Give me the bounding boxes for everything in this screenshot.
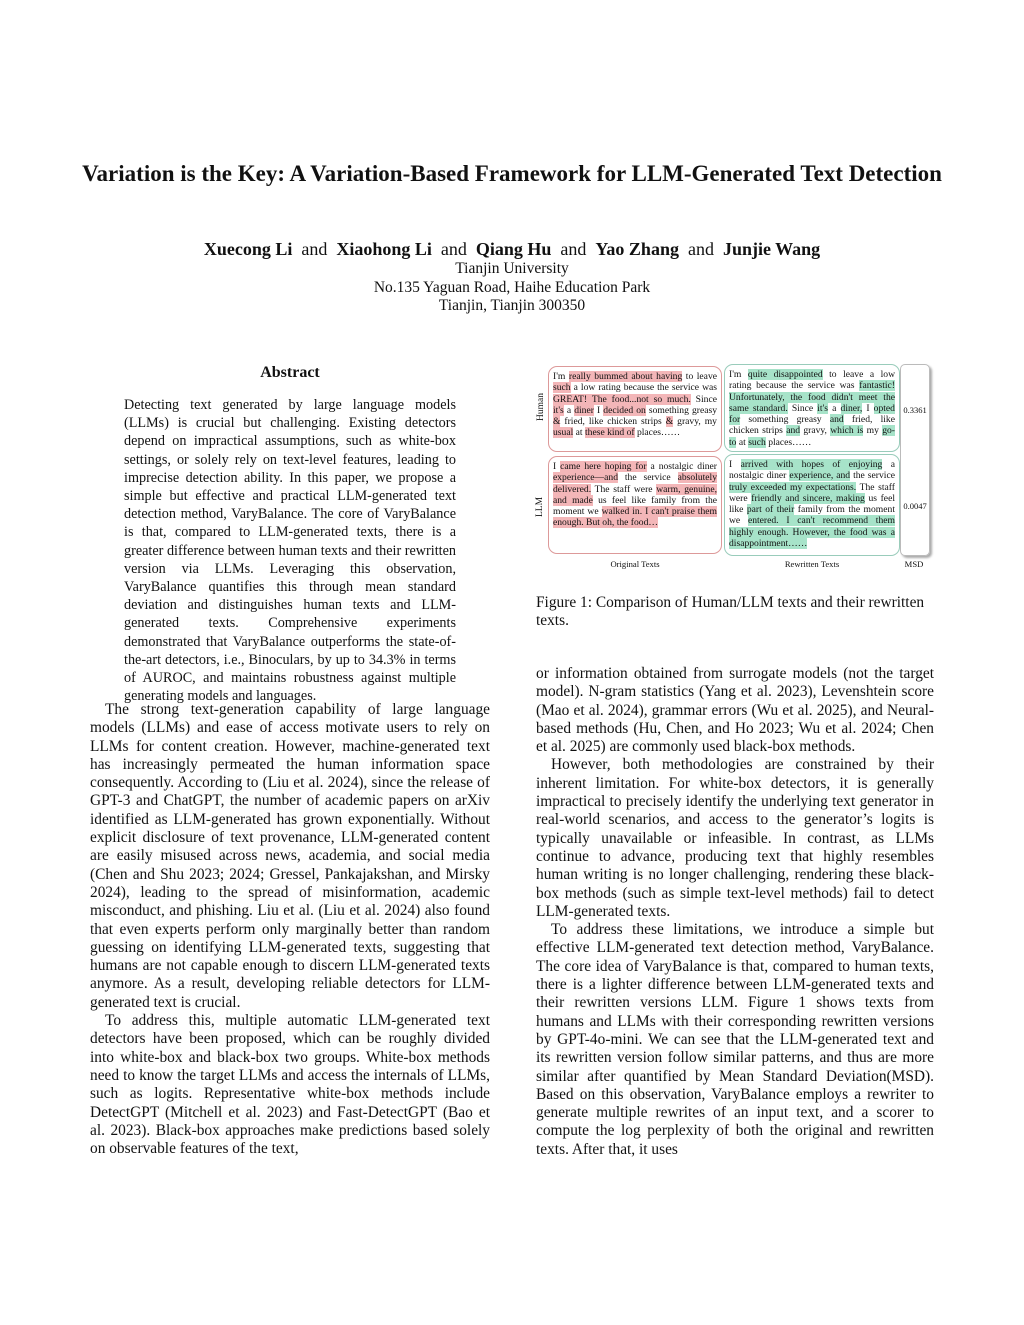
author-name: Xiaohong Li <box>336 239 432 259</box>
text-span: gravy, <box>800 425 831 437</box>
highlighted-span: such <box>748 436 766 448</box>
text-span: a <box>828 402 841 414</box>
highlighted-span: quite disappointed <box>747 369 823 380</box>
text-span: I'm <box>729 369 748 380</box>
body-paragraph: To address this, multiple automatic LLM-generated text detectors have been proposed, which can be roughly divided into white-box and black-box two groups. White-box methods need to know the target LLMs and access the internals of LLMs, such as logits. Representative white-box methods include DetectGPT (Mitchell et al. 2023) and Fast-DetectGPT (Bao et al. 2023). Black-box approaches make predictions based solely on observable features of the text, <box>90 1012 490 1158</box>
text-span: a low rating because the service was <box>570 382 717 394</box>
body-paragraph: The strong text-generation capability of large language models (LLMs) and ease of access motivate users to rely on LLMs for content creation. However, machine-generated text has increasingly permeated the human information space consequently. According to (Liu et al. 2024), since the release of GPT-3 and ChatGPT, the number of academic papers on arXiv identified as LLM-generated has grown exponentially. Without explicit disclosure of text provenance, LLM-generated content are easily misused across news, academia, and social media (Chen and Shu 2023; 2024; Gressel, Pankajakshan, and Mirsky 2024), leading to the spread of misinformation, academic misconduct, and phishing. Liu et al. (Liu et al. 2024) also found that even experts perform only marginally better than random guessing on identifying LLM-generated texts, suggesting that humans are not capable enough to discern LLM-generated texts anymore. As a result, developing reliable detectors for LLM-generated text is crucial. <box>90 701 490 1011</box>
highlighted-span: which is <box>830 425 864 437</box>
figure-1 <box>534 362 934 572</box>
author-separator: and <box>440 239 467 259</box>
text-span: places…… <box>634 427 681 439</box>
col-label-rewritten: Rewritten Texts <box>784 559 840 569</box>
figure-caption: Figure 1: Comparison of Human/LLM texts and their rewritten texts. <box>536 594 925 630</box>
highlighted-span: such <box>553 382 571 394</box>
abstract-heading: Abstract <box>260 364 320 381</box>
text-span: at <box>736 436 749 448</box>
author-separator: and <box>560 239 587 259</box>
highlighted-span: part of their <box>746 504 795 516</box>
author-name: Qiang Hu <box>475 239 552 259</box>
text-span: to leave <box>682 371 717 382</box>
text-span: I <box>593 404 604 416</box>
text-span: my <box>863 425 883 437</box>
text-span: fried, like chicken strips <box>560 416 666 428</box>
text-span: something greasy <box>740 414 830 426</box>
msd-value-human: 0.3361 <box>903 405 927 415</box>
highlighted-span: opted for <box>729 402 895 426</box>
right-column <box>536 665 934 1159</box>
human-rewritten-text <box>724 364 900 452</box>
text-span: places…… <box>765 436 812 448</box>
col-label-original: Original Texts <box>610 559 660 569</box>
highlighted-span: and made <box>553 494 593 506</box>
text-span: I <box>729 459 741 470</box>
affiliation <box>200 260 824 316</box>
human-original-text <box>548 366 722 452</box>
text-span: a nostalgic diner <box>646 461 717 472</box>
author-separator: and <box>301 239 328 259</box>
row-label-llm: LLM <box>535 496 545 518</box>
highlighted-span: really bummed about having <box>568 371 683 382</box>
text-span: The staff were <box>729 481 895 504</box>
author-name: Yao Zhang <box>595 239 679 259</box>
text-span: gravy, my <box>673 416 717 428</box>
highlighted-span: it's <box>553 404 564 416</box>
text-span: family from the moment we <box>729 504 895 527</box>
row-label-human: Human <box>536 393 546 421</box>
highlighted-span: arrived with hopes of enjoying <box>740 459 883 470</box>
msd-panel <box>900 364 930 556</box>
affiliation-line: Tianjin, Tianjin 300350 <box>438 297 586 314</box>
highlighted-span: absolutely delivered. <box>553 472 717 495</box>
abstract-text: Detecting text generated by large language models (LLMs) is crucial but challenging. Existing detectors depend on impractical assumptions, such as white-box settings, or solely rely on text-level features, leading to imprecise detection ability. In this paper, we propose a simple but effective and practical LLM-generated text detection method, VaryBalance. The core of VaryBalance is that, compared to LLM-generated texts, there is a greater difference between human texts and their rewritten version via LLMs. Leveraging this observation, VaryBalance quantifies this through mean standard deviation and distinguishes human texts and LLM-generated texts. Comprehensive experiments demonstrated that VaryBalance outperforms the state-of-the-art detectors, i.e., Binoculars, by up to 34.3% in terms of AUROC, and maintains robustness against multiple generating models and languages. <box>124 397 456 705</box>
text-span: I'm <box>553 371 569 382</box>
text-span: I <box>553 461 561 472</box>
body-paragraph: or information obtained from surrogate models (not the target model). N-gram statistics (Yang et al. 2023), Levenshtein score (Mao et al. 2024), grammar errors (Wu et al. 2025), and Neural-based methods (Hu, Chen, and Ho 2023; Wu et al. 2024; Chen et al. 2025) are commonly used black-box methods. <box>536 665 934 756</box>
highlighted-span: diner <box>574 404 594 416</box>
left-column <box>90 701 490 1158</box>
author-name: Xuecong Li <box>203 239 293 259</box>
text-span: to leave a low rating because the service was <box>729 369 895 392</box>
highlighted-span: walked in. I can't praise them enough. But oh, the food… <box>553 506 717 529</box>
text-span: Since <box>787 402 818 414</box>
text-span: The staff were <box>591 483 657 495</box>
text-span: the service <box>618 472 678 484</box>
highlighted-span: usual <box>553 427 574 439</box>
highlighted-span: it's <box>817 402 829 414</box>
text-span: Since <box>690 393 717 405</box>
highlighted-span: came here hoping for <box>560 461 647 472</box>
highlighted-span: friendly and sincere, making <box>751 492 865 504</box>
highlighted-span: go-to <box>729 425 895 448</box>
highlighted-span: & <box>553 416 561 428</box>
text-span: something greasy <box>645 404 717 416</box>
llm-rewritten-text <box>724 454 900 556</box>
highlighted-span: GREAT! The food...not so much. <box>553 393 691 405</box>
highlighted-span: diner, <box>840 402 863 414</box>
highlighted-span: warm, genuine, <box>656 483 717 495</box>
text-span: at <box>573 427 585 439</box>
col-label-msd: MSD <box>904 559 924 569</box>
highlighted-span: and <box>786 425 801 437</box>
text-span: a nostalgic diner <box>729 459 895 482</box>
affiliation-line: Tianjin University <box>455 260 569 277</box>
body-paragraph: To address these limitations, we introduce a simple but effective LLM-generated text detection method, VaryBalance. The core idea of VaryBalance is that, compared to human texts, there is a lighter difference between LLM-generated texts and their rewritten versions LLM. Figure 1 shows texts from humans and LLMs with their corresponding rewritten versions by GPT-4o-mini. We can see that the LLM-generated text and its rewritten version follow similar patterns, and thus are more similar after quantified by Mean Standard Deviation(MSD). Based on this observation, VaryBalance employs a rewriter to generate multiple rewrites of an input text, and a scorer to compute the log perplexity of both the original and rewritten texts. After that, it uses <box>536 921 934 1158</box>
text-span: us feel like family from the moment we <box>553 494 717 518</box>
highlighted-span: and <box>829 414 844 426</box>
highlighted-span: these kind of <box>585 427 635 439</box>
affiliation-line: No.135 Yaguan Road, Haihe Education Park <box>373 278 651 296</box>
llm-original-text <box>548 456 722 554</box>
text-span: a <box>563 404 575 416</box>
highlighted-span: & <box>665 416 674 428</box>
msd-value-llm: 0.0047 <box>903 501 927 511</box>
author-separator: and <box>687 239 714 259</box>
text-span: I <box>862 402 874 414</box>
author-list <box>60 238 964 260</box>
highlighted-span: entered. I can't recommend them highly enough. However, the food was a disappointment…… <box>729 515 895 550</box>
text-span: the service <box>850 470 895 482</box>
body-paragraph: However, both methodologies are constrained by their inherent limitation. For white-box detectors, it is generally impractical to precisely identify the underlying text generator in real-world scenarios, and access to the generator’s logits is typically unavailable or infeasible. In contrast, as LLMs continue to advance, producing text that highly resembles human writing is no longer challenging, rendering these black-box methods (such as simple text-level methods) fail to detect LLM-generated texts. <box>536 756 934 920</box>
author-name: Junjie Wang <box>722 239 821 259</box>
highlighted-span: truly exceeded my expectations. <box>729 481 857 493</box>
highlighted-span: experience, and <box>789 470 851 482</box>
highlighted-span: decided on <box>603 404 646 416</box>
highlighted-span: fantastic! Unfortunately, the food didn't meet the same standard. <box>729 380 895 414</box>
text-span: us feel like <box>729 492 895 516</box>
highlighted-span: experience—and <box>553 472 618 484</box>
text-span: fried, like chicken strips <box>729 414 895 437</box>
paper-title: Variation is the Key: A Variation-Based Framework for LLM-Generated Text Detection <box>82 161 942 186</box>
